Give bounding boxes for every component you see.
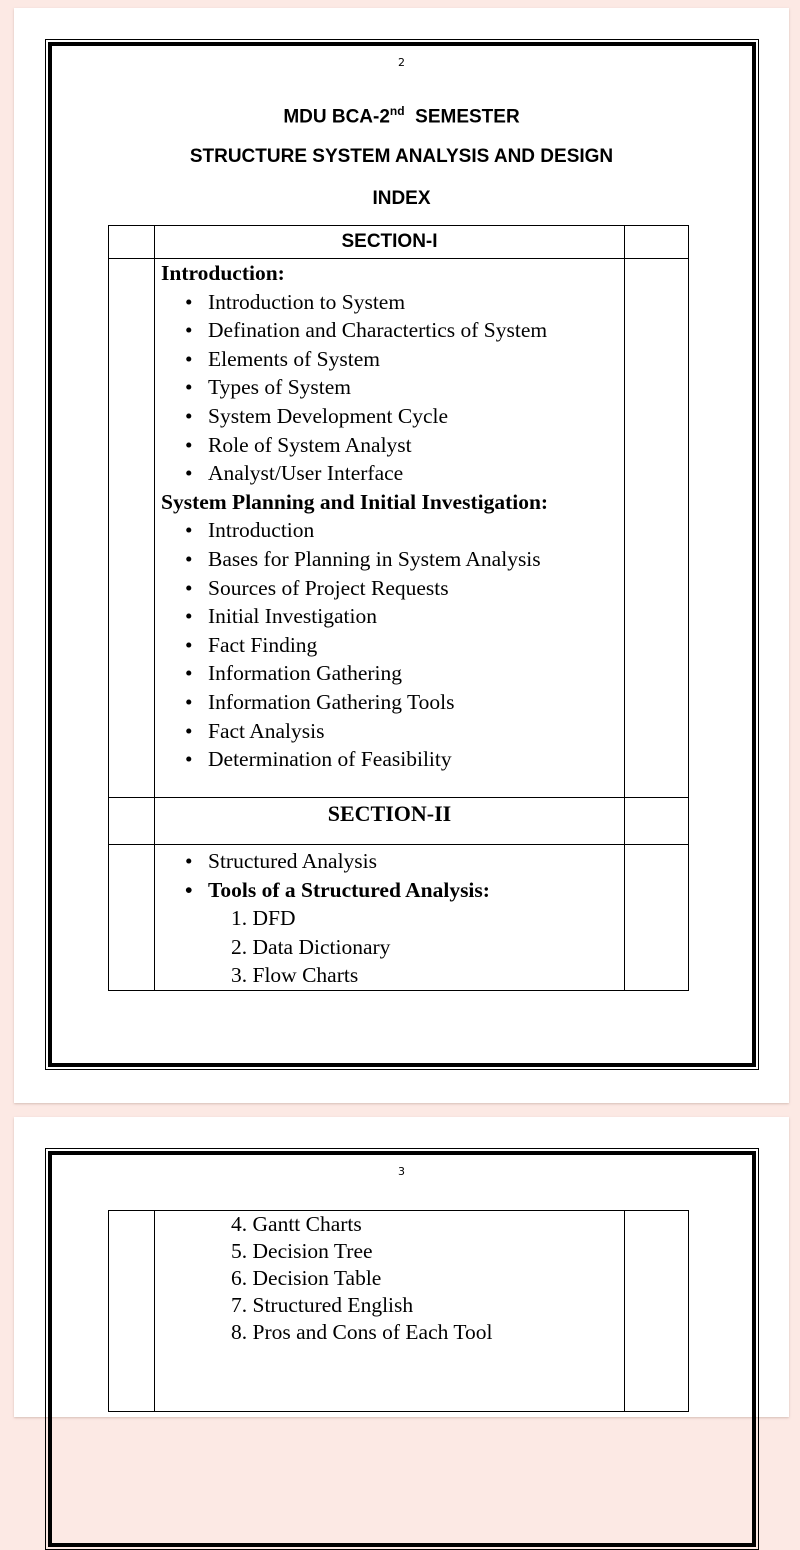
section-2-content-row-continued xyxy=(109,1211,689,1412)
document-page-3 xyxy=(14,1117,789,1417)
list-item: • Analyst/User Interface xyxy=(161,459,624,488)
list-item: • Bases for Planning in System Analysis xyxy=(161,545,624,574)
list-item-heading: • Tools of a Structured Analysis: xyxy=(161,876,624,905)
course-title-main: MDU BCA-2 xyxy=(283,106,390,128)
list-item: • Sources of Project Requests xyxy=(161,574,624,603)
section-1-title: SECTION-I xyxy=(155,226,625,259)
section-header-row xyxy=(109,226,689,259)
course-title-sup: nd xyxy=(389,104,405,118)
list-item: • Information Gathering xyxy=(161,659,624,688)
list-item: • Fact Finding xyxy=(161,631,624,660)
index-title: INDEX xyxy=(372,188,431,209)
numbered-item: 8. Pros and Cons of Each Tool xyxy=(231,1320,493,1344)
list-item: • Information Gathering Tools xyxy=(161,688,624,717)
numbered-item: 2. Data Dictionary xyxy=(231,934,391,959)
page-number: 2 xyxy=(398,56,405,69)
numbered-item: 5. Decision Tree xyxy=(231,1239,373,1263)
group-heading: System Planning and Initial Investigation: xyxy=(161,489,549,514)
list-item: • Determination of Feasibility xyxy=(161,745,624,774)
index-table-continued xyxy=(108,1210,689,1412)
section-2-title: SECTION-II xyxy=(155,798,625,845)
numbered-item: 7. Structured English xyxy=(231,1293,414,1317)
list-item: • Elements of System xyxy=(161,345,624,374)
section-2-content xyxy=(155,845,624,990)
list-item: • Defination and Charactertics of System xyxy=(161,316,624,345)
subject-title: STRUCTURE SYSTEM ANALYSIS AND DESIGN xyxy=(189,146,614,167)
section-2-content-continued xyxy=(155,1211,624,1346)
group-heading: Introduction: xyxy=(161,261,285,285)
numbered-item: 6. Decision Table xyxy=(231,1266,382,1290)
section-1-content-row xyxy=(109,259,689,798)
list-item: • Types of System xyxy=(161,373,624,402)
list-item: • Role of System Analyst xyxy=(161,431,624,460)
list-item: • Structured Analysis xyxy=(161,847,624,876)
list-item: • Fact Analysis xyxy=(161,717,624,746)
list-item: • Introduction xyxy=(161,516,624,545)
numbered-item: 3. Flow Charts xyxy=(231,963,359,988)
numbered-item: 4. Gantt Charts xyxy=(231,1212,362,1236)
page-number: 3 xyxy=(398,1165,405,1178)
document-page-2 xyxy=(14,8,789,1103)
course-title-semester: SEMESTER xyxy=(415,106,520,128)
list-item: • Initial Investigation xyxy=(161,602,624,631)
section-1-content xyxy=(155,259,624,774)
list-item: • System Development Cycle xyxy=(161,402,624,431)
section-2-header-row xyxy=(109,798,689,845)
course-title xyxy=(14,104,789,128)
section-2-content-row xyxy=(109,845,689,991)
index-table xyxy=(108,225,689,991)
list-item: • Introduction to System xyxy=(161,288,624,317)
numbered-item: 1. DFD xyxy=(231,906,296,931)
